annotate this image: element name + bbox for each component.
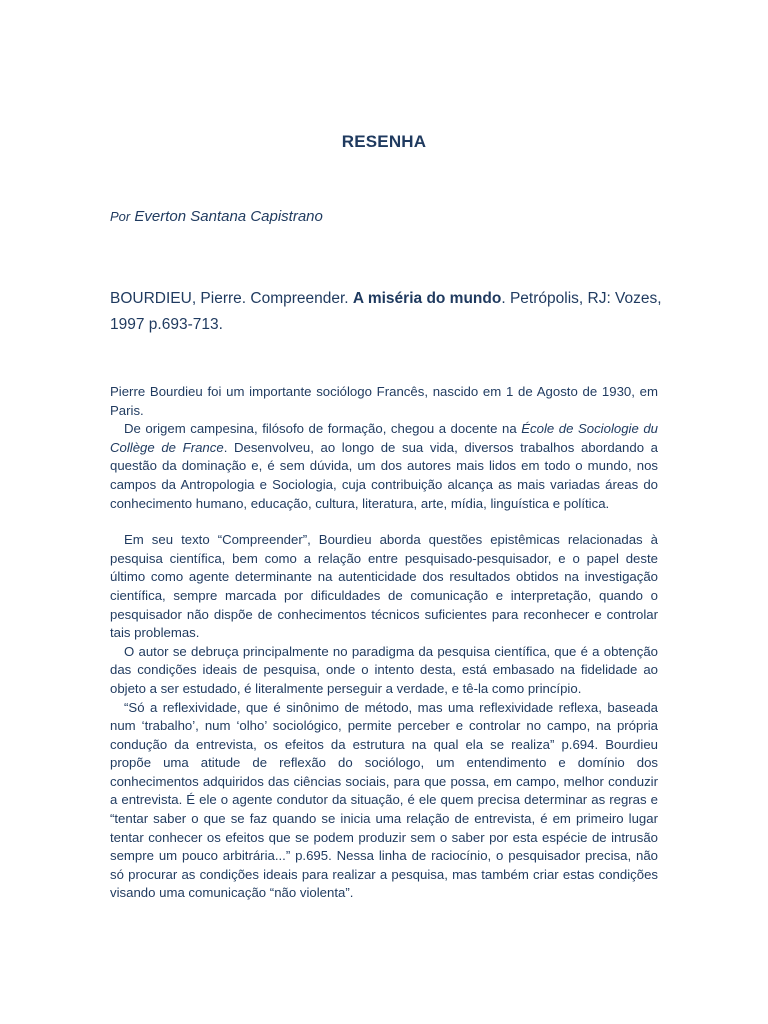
- review-body: [110, 383, 658, 903]
- paragraph-biography-start: De origem campesina, filósofo de formação, chegou a docente na: [124, 421, 522, 437]
- paragraph-intro: Pierre Bourdieu foi um importante sociólogo Francês, nascido em 1 de Agosto de 1930, em Paris.: [110, 384, 658, 418]
- document-title: RESENHA: [341, 132, 427, 151]
- bibliographic-citation: [110, 286, 670, 338]
- citation-publisher-info: . Petrópolis, RJ: Vozes, 1997 p.693-713.: [110, 290, 662, 333]
- paragraph-paradigm: O autor se debruça principalmente no paradigma da pesquisa científica, que é a obtenção das condições ideais de pesquisa, onde o intento desta, está embasado na fidelidade ao objeto a ser estudado, é literalmente perseguir a verdade, e tê-la como princípio.: [110, 643, 658, 696]
- author-name: Everton Santana Capistrano: [134, 208, 323, 225]
- citation-author-chapter: BOURDIEU, Pierre. Compreender.: [110, 290, 353, 307]
- paragraph-compreender: Em seu texto “Compreender”, Bourdieu aborda questões epistêmicas relacionadas à pesquisa científica, bem como a relação entre pesquisado-pesquisador, e o papel deste último como agente determinante na autenticidade dos resultados obtidos na investigação científica, sempre marcada por dificuldades de comunicação e interpretação, quando o pesquisador não dispõe de conhecimentos técnicos suficientes para reconhecer e controlar tais problemas.: [110, 532, 658, 641]
- paragraph-biography-end: . Desenvolveu, ao longo de sua vida, diversos trabalhos abordando a questão da dominação e, é sem dúvida, um dos autores mais lidos em todo o mundo, nos campos da Antropologia e Sociologia, cuja contribuição alcança as mais variadas áreas do conhecimento humano, educação, cultura, literatura, arte, mídia, linguística e política.: [110, 439, 658, 511]
- institution-name: École de Sociologie du Collège de France: [110, 421, 659, 455]
- byline-prefix: Por: [110, 209, 131, 224]
- paragraph-reflexivity: “Só a reflexividade, que é sinônimo de método, mas uma reflexividade reflexa, baseada num ‘trabalho’, num ‘olho’ sociológico, permite perceber e controlar no campo, na própria condução da entrevista, os efeitos da estrutura na qual ela se realiza” p.694. Bourdieu propõe uma atitude de reflexão do sociólogo, um entendimento e domínio dos conhecimentos adquiridos das ciências sociais, para que possa, em campo, melhor conduzir a entrevista. É ele o agente condutor da situação, é ele quem precisa determinar as regras e “tentar saber o que se faz quando se inicia uma relação de entrevista, é em primeiro lugar tentar conhecer os efeitos que se podem produzir sem o saber por esta espécie de intrusão sempre um pouco arbitrária...” p.695. Nessa linha de raciocínio, o pesquisador precisa, não só procurar as condições ideais para realizar a pesquisa, mas também criar estas condições visando uma comunicação “não violenta”.: [110, 699, 658, 901]
- citation-book-title: A miséria do mundo: [352, 290, 502, 307]
- paragraph-biography: [110, 420, 658, 513]
- author-byline: [110, 208, 323, 225]
